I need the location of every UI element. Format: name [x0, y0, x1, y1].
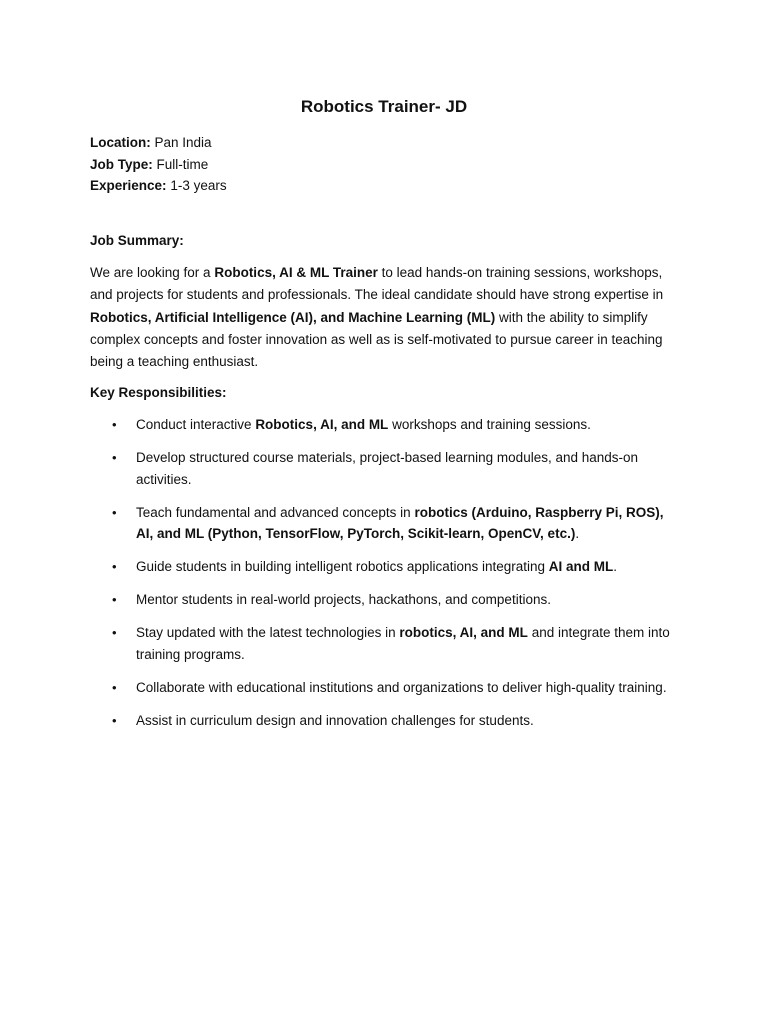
bullet-mark: • — [112, 450, 117, 465]
list-item — [90, 677, 682, 699]
item-bold: Robotics, AI, and ML — [255, 417, 389, 432]
summary-text-1: We are looking for a — [90, 265, 215, 280]
summary-text-2: to lead hands-on training sessions, workshops, and projects for students and professionals. The ideal candidate should have strong expertise in — [90, 265, 664, 303]
list-item — [90, 710, 682, 732]
bullet-mark: • — [112, 559, 117, 574]
key-responsibilities-heading: Key Responsibilities: — [90, 385, 227, 400]
item-text: Stay updated with the latest technologies in — [136, 625, 400, 640]
job-type-label: Job Type: — [90, 156, 153, 172]
bullet-mark: • — [112, 504, 117, 520]
location-value: Pan India — [154, 135, 212, 150]
job-meta — [90, 132, 227, 197]
experience-line — [90, 175, 227, 197]
item-text: Assist in curriculum design and innovation challenges for students. — [136, 712, 534, 728]
location-line — [90, 132, 227, 154]
bullet-mark: • — [112, 625, 117, 640]
summary-bold-2: Robotics, Artificial Intelligence (AI), and Machine Learning (ML) — [90, 309, 496, 325]
item-text-end: and integrate them into training programs. — [136, 625, 670, 662]
experience-value: 1-3 years — [170, 178, 227, 193]
bullet-mark: • — [112, 679, 117, 695]
list-item — [90, 447, 682, 490]
list-item — [90, 502, 682, 545]
summary-bold-1: Robotics, AI & ML Trainer — [214, 265, 378, 280]
experience-label: Experience: — [90, 178, 167, 193]
item-text: Develop structured course materials, project-based learning modules, and hands-on activities. — [136, 450, 639, 487]
item-text-end: . — [575, 526, 580, 541]
item-text: Conduct interactive — [136, 417, 256, 432]
summary-text-3: with the ability to simplify complex concepts and foster innovation as well as is self-motivated to pursue career in teaching being a teaching enthusiast. — [90, 309, 663, 370]
item-bold: AI and ML — [548, 559, 614, 574]
job-type-value: Full-time — [156, 156, 209, 172]
bullet-mark: • — [112, 592, 117, 607]
list-item — [90, 414, 682, 436]
item-text: Mentor students in real-world projects, hackathons, and competitions. — [136, 592, 551, 607]
job-summary-paragraph — [90, 262, 682, 373]
item-text-end: workshops and training sessions. — [388, 417, 591, 432]
item-text: Collaborate with educational institutions and organizations to deliver high-quality training. — [136, 679, 667, 695]
location-label: Location: — [90, 135, 151, 150]
item-text: Teach fundamental and advanced concepts in — [136, 504, 415, 520]
item-text-end: . — [613, 559, 618, 574]
bullet-mark: • — [112, 417, 117, 432]
job-summary-heading: Job Summary: — [90, 233, 184, 248]
job-type-line — [90, 154, 227, 176]
list-item — [90, 589, 682, 611]
document-title: Robotics Trainer- JD — [300, 97, 468, 116]
list-item — [90, 556, 682, 578]
item-text: Guide students in building intelligent robotics applications integrating — [136, 559, 549, 574]
item-bold: robotics (Arduino, Raspberry Pi, ROS), AI, and ML (Python, TensorFlow, PyTorch, Scikit-learn, OpenCV, etc.) — [136, 504, 664, 541]
item-bold: robotics, AI, and ML — [399, 625, 528, 640]
responsibilities-list — [90, 414, 682, 743]
list-item — [90, 622, 682, 665]
bullet-mark: • — [112, 712, 117, 728]
